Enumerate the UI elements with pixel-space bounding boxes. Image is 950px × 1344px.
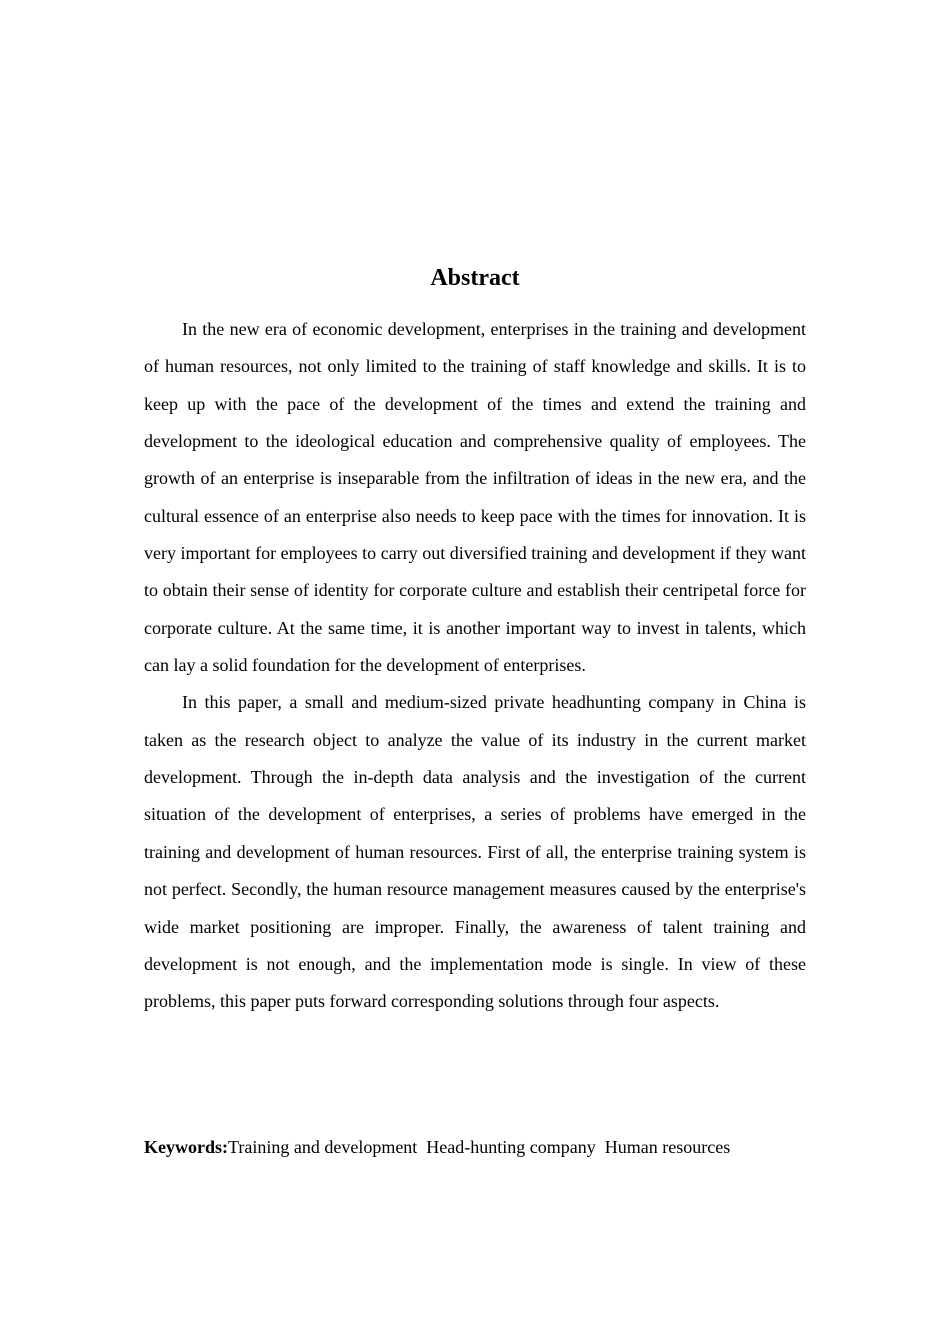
keywords-text: Training and development Head-hunting company Human resources (228, 1137, 731, 1157)
keywords-label: Keywords: (144, 1137, 228, 1157)
abstract-body (144, 311, 806, 1021)
abstract-title: Abstract (430, 265, 520, 291)
keywords-line (144, 1129, 844, 1166)
abstract-paragraph-1: In the new era of economic development, enterprises in the training and development of human resources, not only limited to the training of staff knowledge and skills. It is to keep up with the pace of the development of the times and extend the training and development to the ideological education and comprehensive quality of employees. The growth of an enterprise is inseparable from the infiltration of ideas in the new era, and the cultural essence of an enterprise also needs to keep pace with the times for innovation. It is very important for employees to carry out diversified training and development if they want to obtain their sense of identity for corporate culture and establish their centripetal force for corporate culture. At the same time, it is another important way to invest in talents, which can lay a solid foundation for the development of enterprises. (144, 319, 806, 676)
abstract-paragraph-2: In this paper, a small and medium-sized private headhunting company in China is taken as the research object to analyze the value of its industry in the current market development. Through the in-depth data analysis and the investigation of the current situation of the development of enterprises, a series of problems have emerged in the training and development of human resources. First of all, the enterprise training system is not perfect. Secondly, the human resource management measures caused by the enterprise's wide market positioning are improper. Finally, the awareness of talent training and development is not enough, and the implementation mode is single. In view of these problems, this paper puts forward corresponding solutions through four aspects. (144, 692, 806, 1012)
